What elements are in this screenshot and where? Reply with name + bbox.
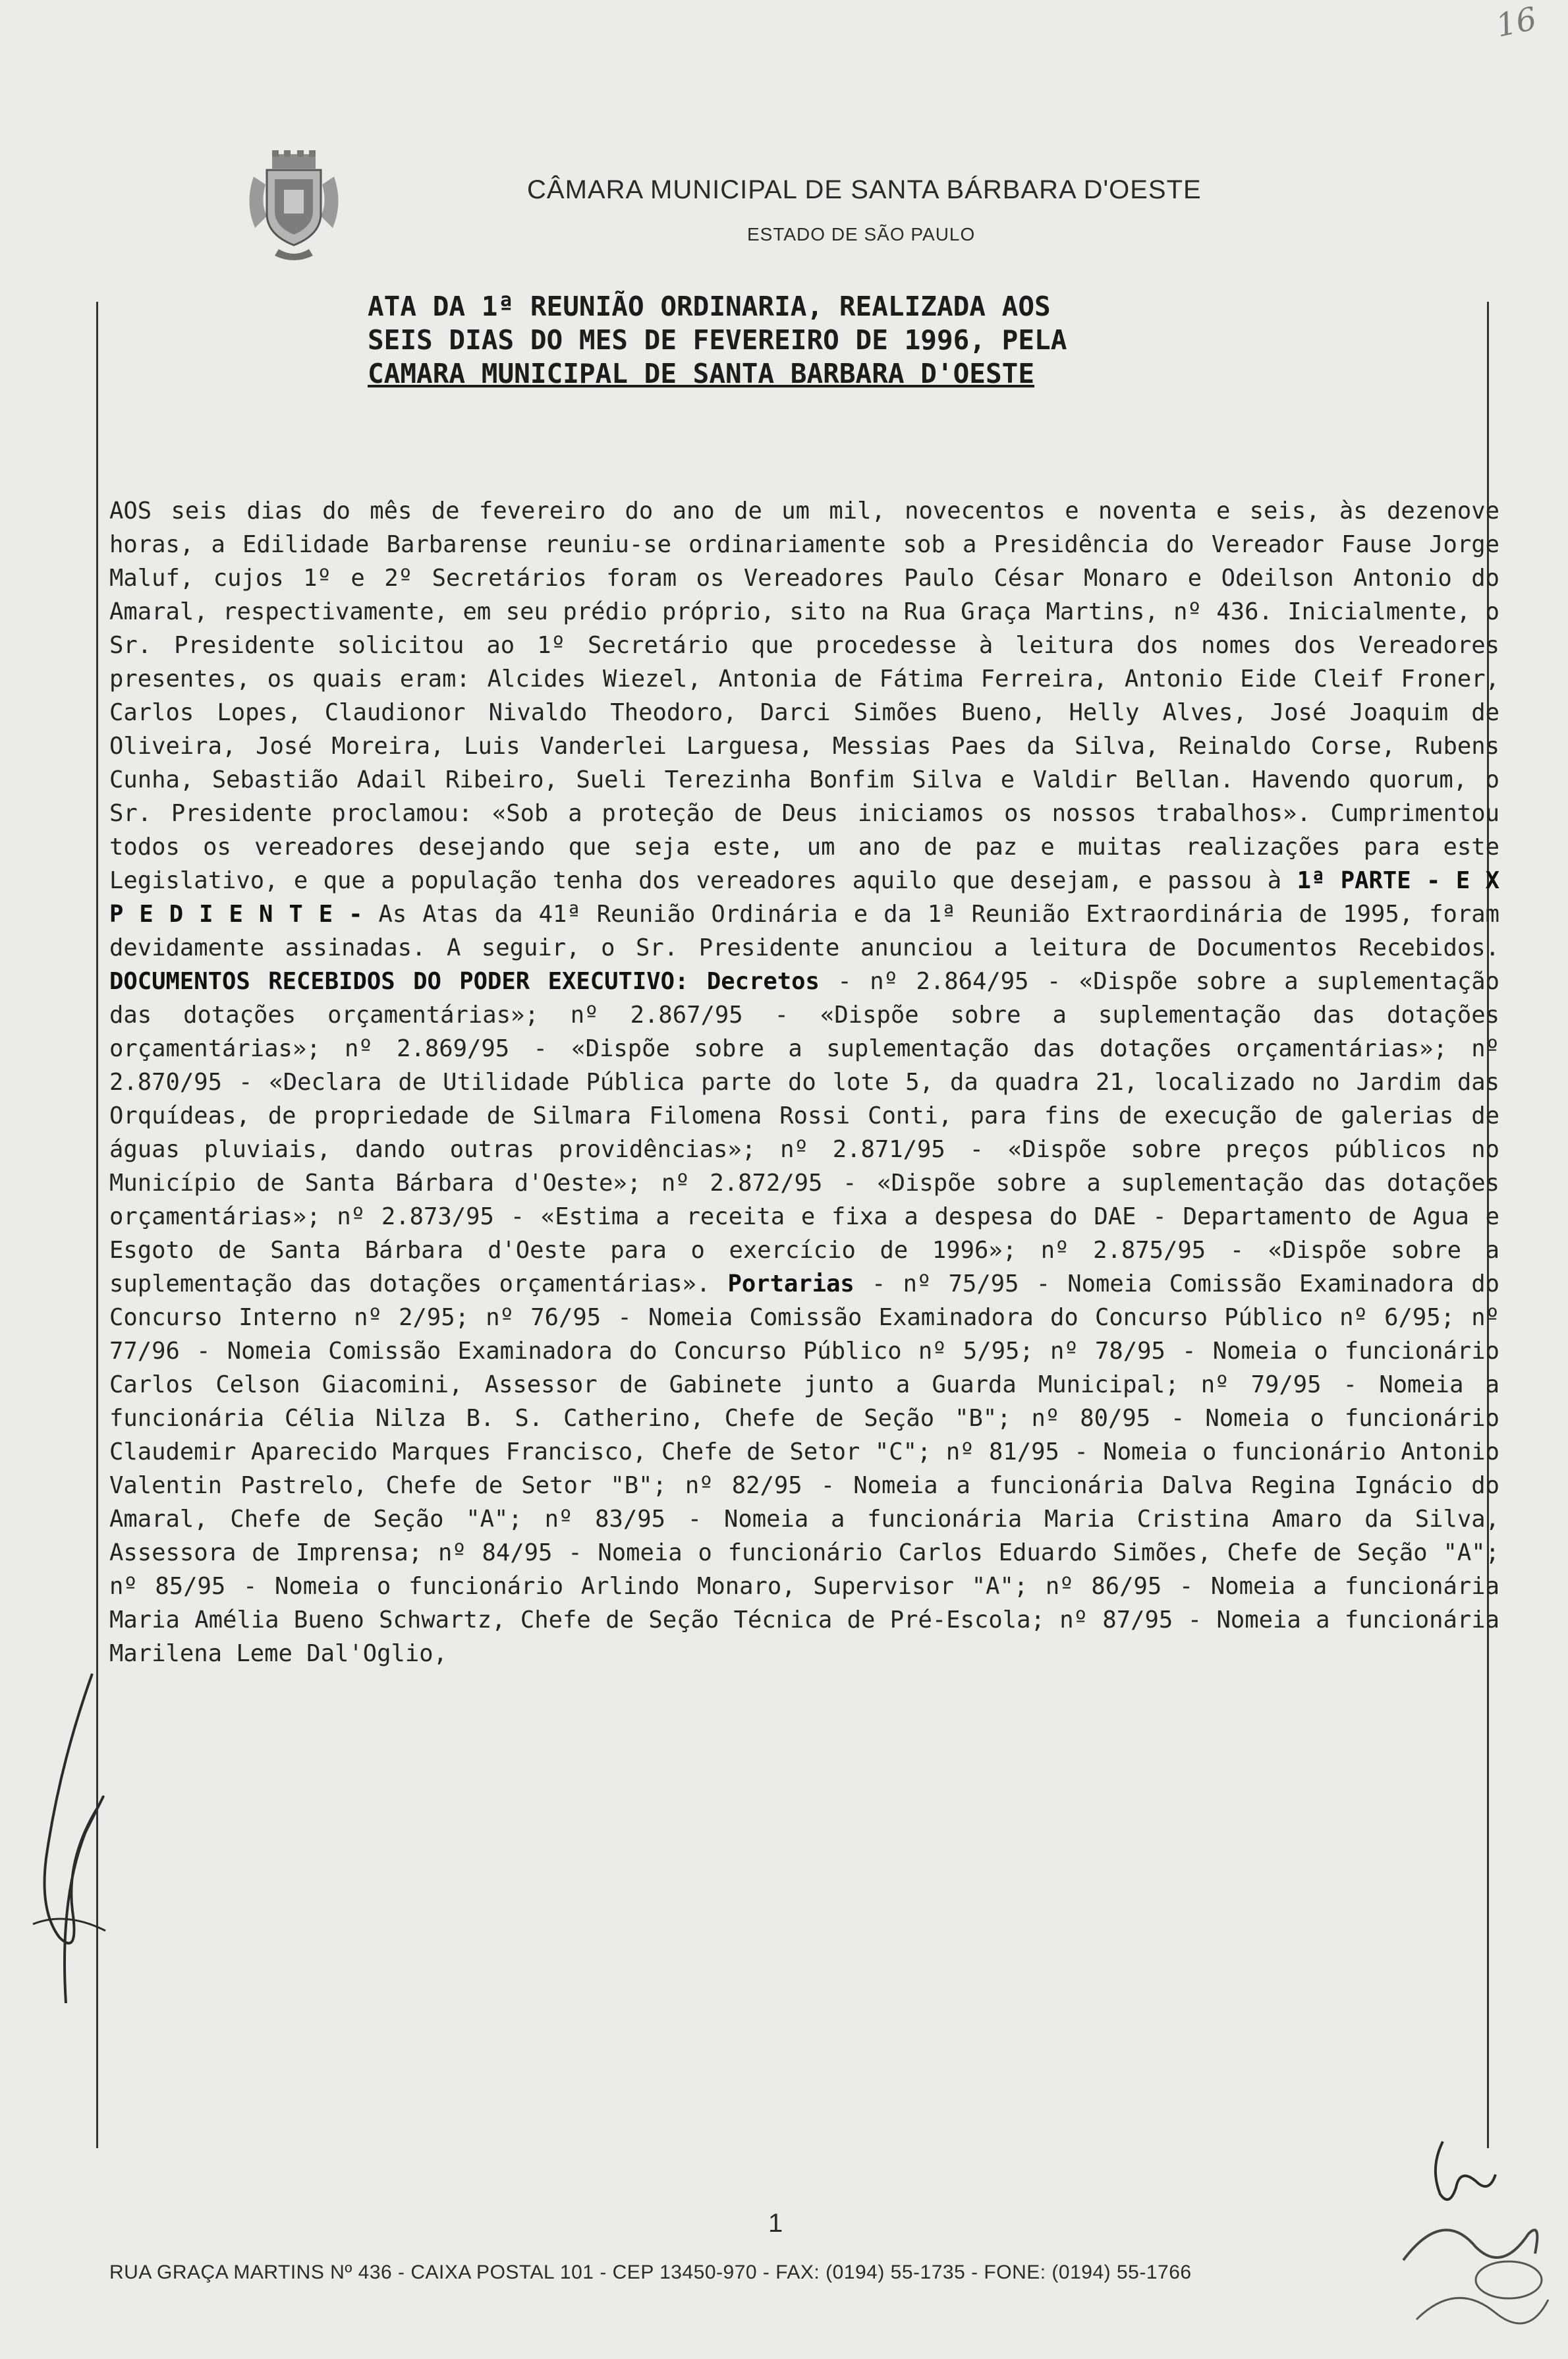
municipal-coat-of-arms-icon <box>240 150 347 262</box>
state-name: ESTADO DE SÃO PAULO <box>747 224 976 244</box>
title-line-1: ATA DA 1ª REUNIÃO ORDINARIA, REALIZADA AOS <box>368 291 1051 322</box>
section-heading-portarias: Portarias <box>727 1270 854 1297</box>
title-line-3: CAMARA MUNICIPAL DE SANTA BARBARA D'OESTE <box>368 358 1035 389</box>
footer-address: RUA GRAÇA MARTINS Nº 436 - CAIXA POSTAL 101 - CEP 13450-970 - FAX: (0194) 55-1735 - FONE: (0194) 55-1766 <box>109 2261 1192 2283</box>
body-paragraph-opening: AOS seis dias do mês de fevereiro do ano de um mil, novecentos e noventa e seis, às dezenove horas, a Edilidade Barbarense reuniu-se ordinariamente sob a Presidência do Vereador Fause Jorge Maluf, cujos 1º e 2º Secretários foram os Vereadores Paulo César Monaro e Odeilson Antonio do Amaral, respectivamente, em seu prédio próprio, sito na Rua Graça Martins, nº 436. Inicialmente, o Sr. Presidente solicitou ao 1º Secretário que procedesse à leitura dos nomes dos Vereadores presentes, os quais eram: Alcides Wiezel, Antonia de Fátima Ferreira, Antonio Eide Cleif Froner, Carlos Lopes, Claudionor Nivaldo Theodoro, Darci Simões Bueno, Helly Alves, José Joaquim de Oliveira, José Moreira, Luis Vanderlei Larguesa, Messias Paes da Silva, Reinaldo Corse, Rubens Cunha, Sebastião Adail Ribeiro, Sueli Terezinha Bonfim Silva e Valdir Bellan. Havendo quorum, o Sr. Presidente proclamou: «Sob a proteção de Deus iniciamos os nossos trabalhos». Cumprimentou todos os vereadores desejando que seja este, um ano de paz e muitas realizações para este Legislativo, e que a população tenha dos vereadores aquilo que desejam, e passou à <box>109 497 1499 894</box>
page-mark: 16 <box>1492 0 1540 45</box>
body-paragraph-portarias: - nº 75/95 - Nomeia Comissão Examinadora do Concurso Interno nº 2/95; nº 76/95 - Nomeia Comissão Examinadora do Concurso Público nº 6/95; nº 77/96 - Nomeia Comissão Examinadora do Concurso Público nº 5/95; nº 78/95 - Nomeia o funcionário Carlos Celson Giacomini, Assessor de Gabinete junto a Guarda Municipal; nº 79/95 - Nomeia a funcionária Célia Nilza B. S. Catherino, Chefe de Seção "B"; nº 80/95 - Nomeia o funcionário Claudemir Aparecido Marques Francisco, Chefe de Setor "C"; nº 81/95 - Nomeia o funcionário Antonio Valentin Pastrelo, Chefe de Setor "B"; nº 82/95 - Nomeia a funcionária Dalva Regina Ignácio do Amaral, Chefe de Seção "A"; nº 83/95 - Nomeia a funcionária Maria Cristina Amaro da Silva, Assessora de Imprensa; nº 84/95 - Nomeia o funcionário Carlos Eduardo Simões, Chefe de Seção "A"; nº 85/95 - Nomeia o funcionário Arlindo Monaro, Supervisor "A"; nº 86/95 - Nomeia a funcionária Maria Amélia Bueno Schwartz, Chefe de Seção Técnica de Pré-Escola; nº 87/95 - Nomeia a funcionária Marilena Leme Dal'Oglio, <box>109 1270 1500 1667</box>
minutes-body <box>109 494 1499 1670</box>
institution-name: CÂMARA MUNICIPAL DE SANTA BÁRBARA D'OESTE <box>527 175 1202 204</box>
handwritten-signature-icon <box>20 1661 119 2043</box>
section-heading-expediente: 1ª PARTE - E X P E D I E N T E - <box>109 867 1499 928</box>
corner-signatures-icon <box>1377 2128 1561 2352</box>
section-heading-documentos: DOCUMENTOS RECEBIDOS DO PODER EXECUTIVO: Decretos <box>109 968 820 995</box>
title-line-2: SEIS DIAS DO MES DE FEVEREIRO DE 1996, PELA <box>368 324 1067 356</box>
body-paragraph-atas: As Atas da 41ª Reunião Ordinária e da 1ª Reunião Extraordinária de 1995, foram devidamente assinadas. A seguir, o Sr. Presidente anunciou a leitura de Documentos Recebidos. <box>109 901 1499 961</box>
document-title <box>368 290 1224 391</box>
body-paragraph-decretos: - nº 2.864/95 - «Dispõe sobre a suplementação das dotações orçamentárias»; nº 2.867/95 - «Dispõe sobre a suplementação das dotações orçamentárias»; nº 2.869/95 - «Dispõe sobre a suplementação das dotações orçamentárias»; nº 2.870/95 - «Declara de Utilidade Pública parte do lote 5, da quadra 21, localizado no Jardim das Orquídeas, de propriedade de Silmara Filomena Rossi Conti, para fins de execução de galerias de águas pluviais, dando outras providências»; nº 2.871/95 - «Dispõe sobre preços públicos no Município de Santa Bárbara d'Oeste»; nº 2.872/95 - «Dispõe sobre a suplementação das dotações orçamentárias»; nº 2.873/95 - «Estima a receita e fixa a despesa do DAE - Departamento de Agua e Esgoto de Santa Bárbara d'Oeste para o exercício de 1996»; nº 2.875/95 - «Dispõe sobre a suplementação das dotações orçamentárias». <box>109 968 1499 1297</box>
page-number: 1 <box>768 2209 783 2238</box>
